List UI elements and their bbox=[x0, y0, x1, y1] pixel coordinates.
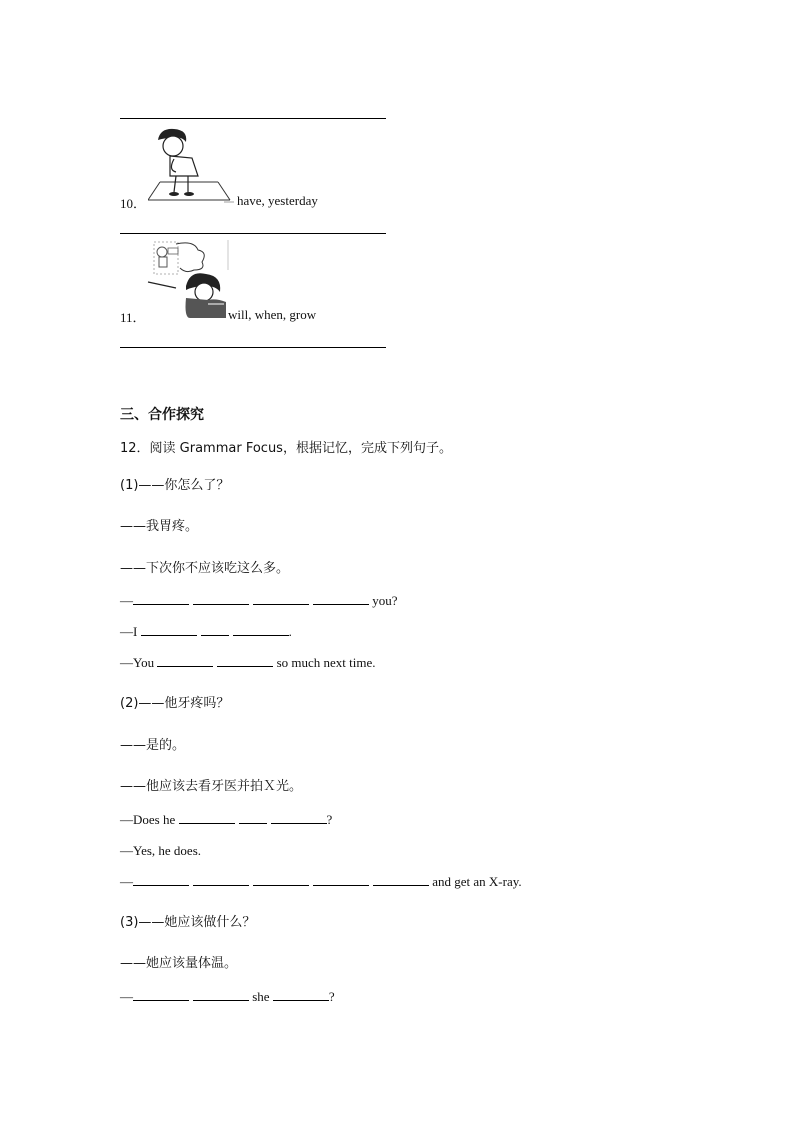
blank-field[interactable] bbox=[253, 874, 309, 886]
fill-sentence: —I . bbox=[120, 624, 292, 639]
part-label: (1) bbox=[120, 478, 139, 493]
blank-field[interactable] bbox=[193, 593, 249, 605]
blank-field[interactable] bbox=[233, 624, 289, 636]
blank-field[interactable] bbox=[239, 812, 267, 824]
item-hint: will, when, grow bbox=[228, 307, 317, 322]
blank-field[interactable] bbox=[273, 989, 329, 1001]
blank-field[interactable] bbox=[271, 812, 327, 824]
boy-illustration bbox=[148, 126, 238, 206]
blank-field[interactable] bbox=[141, 624, 197, 636]
cn-line: ——是的。 bbox=[120, 738, 186, 753]
item-hint: have, yesterday bbox=[237, 193, 318, 208]
cn-line: ——他应该去看牙医并拍Ｘ光。 bbox=[120, 779, 303, 794]
part-prompt bbox=[120, 692, 229, 711]
answer-line bbox=[120, 118, 386, 119]
cn-line: ——她应该量体温。 bbox=[120, 956, 238, 971]
girl-illustration bbox=[146, 240, 232, 320]
answer-line bbox=[120, 233, 386, 234]
fill-sentence: —Does he ? bbox=[120, 812, 333, 827]
cn-line: ——他牙疼吗？ bbox=[138, 696, 230, 711]
part-label: (2) bbox=[120, 696, 139, 711]
item-number: 11． bbox=[120, 310, 146, 325]
part-prompt bbox=[120, 474, 229, 493]
fill-sentence: — and get an X-ray. bbox=[120, 874, 522, 889]
blank-field[interactable] bbox=[373, 874, 429, 886]
answer-line bbox=[120, 347, 386, 348]
blank-field[interactable] bbox=[217, 655, 273, 667]
blank-field[interactable] bbox=[133, 874, 189, 886]
part-prompt bbox=[120, 911, 255, 930]
cn-line: ——你怎么了？ bbox=[138, 478, 230, 493]
fill-sentence: — you? bbox=[120, 593, 398, 608]
blank-field[interactable] bbox=[201, 624, 229, 636]
fill-sentence: —You so much next time. bbox=[120, 655, 376, 670]
cn-line: ——她应该做什么？ bbox=[138, 915, 256, 930]
fill-sentence: — she ? bbox=[120, 989, 335, 1004]
blank-field[interactable] bbox=[133, 989, 189, 1001]
cn-line: ——我胃疼。 bbox=[120, 519, 199, 534]
section-heading: 三、合作探究 bbox=[120, 407, 204, 423]
cn-line: ——下次你不应该吃这么多。 bbox=[120, 561, 290, 576]
question-instruction: 12．阅读 Grammar Focus，根据记忆，完成下列句子。 bbox=[120, 441, 452, 456]
blank-field[interactable] bbox=[157, 655, 213, 667]
blank-field[interactable] bbox=[313, 593, 369, 605]
blank-field[interactable] bbox=[193, 874, 249, 886]
part-label: (3) bbox=[120, 915, 139, 930]
sentence-text: —Yes, he does. bbox=[120, 843, 202, 858]
blank-field[interactable] bbox=[193, 989, 249, 1001]
blank-field[interactable] bbox=[133, 593, 189, 605]
blank-field[interactable] bbox=[179, 812, 235, 824]
blank-field[interactable] bbox=[313, 874, 369, 886]
blank-field[interactable] bbox=[253, 593, 309, 605]
item-number: 10． bbox=[120, 196, 147, 211]
